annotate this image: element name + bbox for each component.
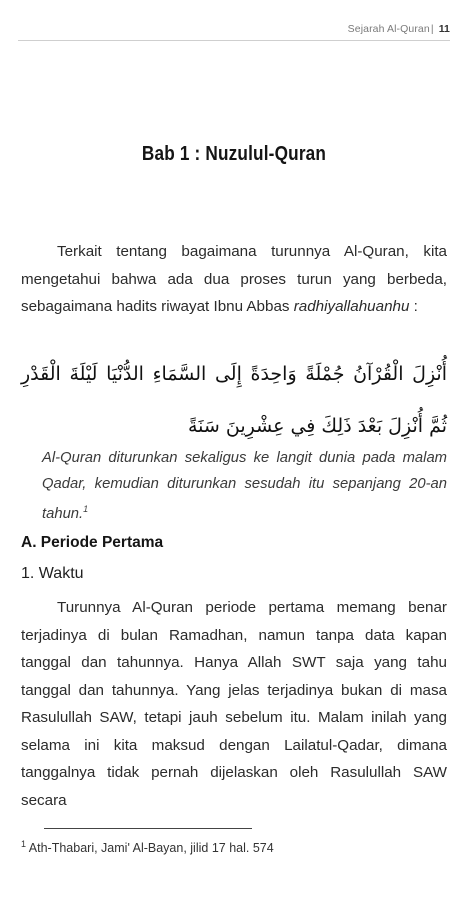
- translation-text: Al-Quran diturunkan sekaligus ke langit dunia pada malam Qadar, kemudian diturunkan sesudah itu sepanjang 20-an tahun.: [42, 450, 447, 522]
- header-separator: |: [430, 23, 434, 35]
- running-head: [348, 23, 450, 35]
- footnote: [21, 839, 274, 855]
- footnote-text: Ath-Thabari, Jami' Al-Bayan, jilid 17 hal. 574: [26, 841, 274, 856]
- body-paragraph: Turunnya Al-Quran periode pertama memang benar terjadinya di bulan Ramadhan, namun tanpa data kapan tanggal dan tahunnya. Hanya Allah SWT saja yang tahu tanggal dan tahunnya. Yang jelas terjadinya bukan di masa Rasulullah SAW, tetapi jauh sebelum itu. Malam inilah yang selama ini kita maksud dengan Lailatul-Qadar, dimana tanggalnya tidak pernah dijelaskan oleh Rasulullah SAW secara: [21, 599, 447, 809]
- running-title: Sejarah Al-Quran: [347, 23, 430, 35]
- chapter-title: Bab 1 : Nuzulul-Quran: [141, 143, 327, 165]
- intro-text: Terkait tentang bagaimana turunnya Al-Quran, kita mengetahui bahwa ada dua proses turun yang berbeda, sebagaimana hadits riwayat Ibnu Abbas: [21, 243, 447, 315]
- page-header: [18, 18, 450, 41]
- footnote-marker: 1: [21, 839, 27, 849]
- arabic-hadith: أُنْزِلَ الْقُرْآنُ جُمْلَةً وَاحِدَةً إِلَى السَّمَاءِ الدُّنْيَا لَيْلَةَ الْقَدْرِ ثُمَّ أُنْزِلَ بَعْدَ ذَلِكَ فِي عِشْرِينَ سَنَةً: [21, 363, 447, 437]
- intro-tail: :: [409, 298, 418, 315]
- intro-italic: radhiyallahuanhu: [293, 298, 410, 315]
- page-number: 11: [438, 23, 450, 35]
- footnote-rule: [44, 828, 252, 829]
- section-heading: A. Periode Pertama: [21, 534, 164, 551]
- intro-paragraph: [21, 238, 447, 321]
- subsection-heading: 1. Waktu: [21, 565, 84, 582]
- footnote-ref: 1: [83, 504, 89, 514]
- hadith-translation: [42, 446, 447, 527]
